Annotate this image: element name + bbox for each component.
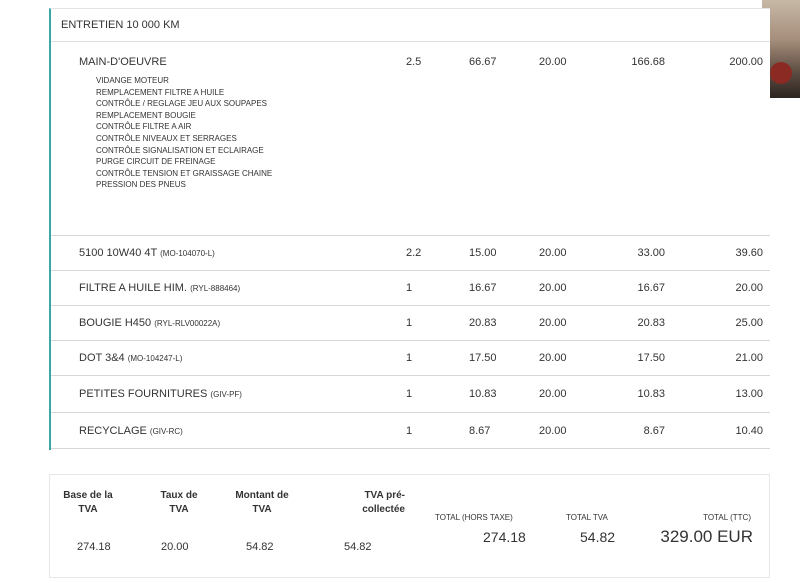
labour-row — [51, 42, 770, 236]
item-unit-price: 20.83 — [469, 317, 497, 329]
item-total-ttc: 39.60 — [735, 247, 763, 259]
line-item-row — [51, 271, 770, 306]
item-code: (MO-104070-L) — [160, 249, 215, 258]
item-code: (RYL-RLV00022A) — [154, 319, 221, 328]
vat-base-value: 274.18 — [77, 541, 111, 553]
item-qty: 1 — [406, 425, 413, 437]
task-item: CONTRÔLE NIVEAUX ET SERRAGES — [96, 133, 237, 143]
vat-rate-value: 20.00 — [161, 541, 189, 553]
item-unit-price: 8.67 — [469, 425, 491, 437]
item-vat-rate: 20.00 — [539, 317, 567, 329]
labour-unit-price: 66.67 — [469, 56, 497, 68]
item-description: 5100 10W40 4T (MO-104070-L) — [79, 247, 215, 259]
task-item: CONTRÔLE TENSION ET GRAISSAGE CHAINE — [96, 168, 273, 178]
item-unit-price: 15.00 — [469, 247, 497, 259]
item-unit-price: 16.67 — [469, 282, 497, 294]
labour-total-ttc: 200.00 — [729, 56, 763, 68]
item-total-ttc: 13.00 — [735, 388, 763, 400]
totals-box — [49, 474, 770, 578]
vat-base-header: Base de la TVA — [63, 490, 113, 515]
task-item: VIDANGE MOTEUR — [96, 76, 169, 85]
labour-qty: 2.5 — [406, 56, 422, 68]
total-ttc-value: 329.00 EUR — [660, 527, 753, 546]
section-title: ENTRETIEN 10 000 KM — [61, 19, 180, 31]
task-item: REMPLACEMENT BOUGIE — [96, 110, 196, 120]
item-total-ht: 16.67 — [637, 282, 665, 294]
task-item: REMPLACEMENT FILTRE A HUILE — [96, 87, 225, 97]
vat-rate-header: Taux de TVA — [160, 490, 198, 515]
item-description: DOT 3&4 (MO-104247-L) — [79, 352, 183, 364]
item-total-ttc: 20.00 — [735, 282, 763, 294]
total-vat-value: 54.82 — [580, 529, 616, 545]
task-item: CONTRÔLE FILTRE A AIR — [96, 122, 192, 132]
item-total-ht: 17.50 — [637, 352, 665, 364]
item-code: (GIV-RC) — [149, 427, 183, 436]
labour-label: MAIN-D'OEUVRE — [79, 56, 167, 68]
line-item-row — [51, 376, 770, 413]
item-vat-rate: 20.00 — [539, 388, 567, 400]
task-item: PRESSION DES PNEUS — [96, 180, 186, 190]
item-description: BOUGIE H450 (RYL-RLV00022A) — [79, 317, 221, 329]
item-qty: 1 — [406, 388, 413, 400]
vat-precollected-value: 54.82 — [344, 541, 372, 553]
task-item: CONTRÔLE / REGLAGE JEU AUX SOUPAPES — [96, 99, 268, 109]
item-code: (MO-104247-L) — [127, 354, 183, 363]
total-ttc-label: TOTAL (TTC) — [703, 513, 751, 522]
total-ht-value: 274.18 — [483, 529, 526, 545]
invoice-lines-table — [49, 8, 770, 450]
item-qty: 1 — [406, 352, 413, 364]
item-total-ht: 8.67 — [643, 425, 665, 437]
labour-total-ht: 166.68 — [631, 56, 665, 68]
item-description: RECYCLAGE (GIV-RC) — [79, 425, 183, 437]
item-total-ttc: 25.00 — [735, 317, 763, 329]
item-code: (RYL-888464) — [190, 284, 241, 293]
labour-vat-rate: 20.00 — [539, 56, 567, 68]
item-qty: 2.2 — [406, 247, 422, 259]
item-vat-rate: 20.00 — [539, 247, 567, 259]
item-code: (GIV-PF) — [210, 390, 242, 399]
vat-amount-header: Montant de TVA — [235, 490, 289, 515]
item-vat-rate: 20.00 — [539, 282, 567, 294]
item-vat-rate: 20.00 — [539, 352, 567, 364]
item-total-ht: 33.00 — [637, 247, 665, 259]
item-description: PETITES FOURNITURES (GIV-PF) — [79, 388, 242, 400]
item-unit-price: 17.50 — [469, 352, 497, 364]
item-qty: 1 — [406, 317, 413, 329]
item-total-ht: 20.83 — [637, 317, 665, 329]
vat-amount-value: 54.82 — [246, 541, 274, 553]
item-unit-price: 10.83 — [469, 388, 497, 400]
total-ht-label: TOTAL (HORS TAXE) — [435, 513, 513, 522]
labour-task-list — [96, 75, 272, 191]
photo-detail — [770, 62, 792, 84]
line-item-row — [51, 306, 770, 341]
item-total-ht: 10.83 — [637, 388, 665, 400]
item-total-ttc: 21.00 — [735, 352, 763, 364]
line-item-row — [51, 413, 770, 449]
divider — [51, 448, 770, 449]
vat-precollected-header: TVA pré- collectée — [362, 490, 405, 515]
total-vat-label: TOTAL TVA — [566, 513, 608, 522]
task-item: PURGE CIRCUIT DE FREINAGE — [96, 157, 216, 167]
task-item: CONTRÔLE SIGNALISATION ET ECLAIRAGE — [96, 145, 264, 155]
line-item-row — [51, 341, 770, 376]
item-vat-rate: 20.00 — [539, 425, 567, 437]
item-total-ttc: 10.40 — [735, 425, 763, 437]
item-description: FILTRE A HUILE HIM. (RYL-888464) — [79, 282, 241, 294]
item-qty: 1 — [406, 282, 413, 294]
line-item-row — [51, 236, 770, 271]
